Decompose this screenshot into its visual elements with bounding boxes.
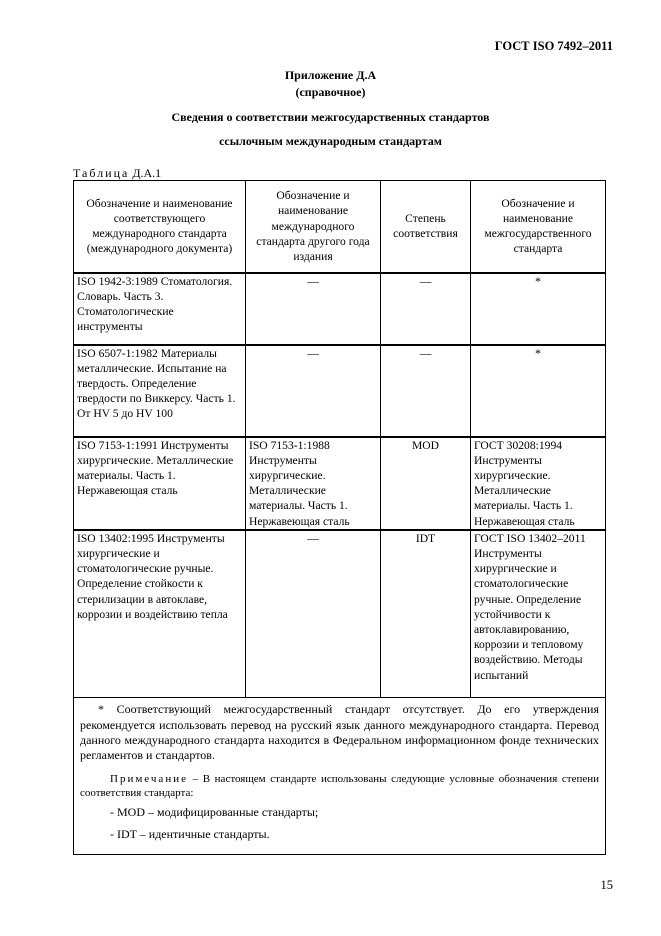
section-heading-line-1: Сведения о соответствии межгосударственных стандартов [171,110,490,124]
table-row [74,437,606,530]
cell-other: — [246,530,381,698]
table-caption [73,166,161,181]
cell-intl: ISO 13402:1995 Инструменты хирургические и стоматологические ручные. Определение стойкости к стерилизации в автоклаве, коррозии и воздействию тепла [74,530,246,698]
note-item-idt: - IDT – идентичные стандарты. [110,826,270,841]
table-footer-row [74,698,606,855]
header-degree: Степень соответствия [381,181,471,273]
table-caption-number: Д.А.1 [132,166,162,180]
correspondence-table [73,180,606,855]
cell-other: — [246,273,381,345]
appendix-subtitle: (справочное) [295,85,366,99]
appendix-title: Приложение Д.А [284,68,377,82]
cell-degree: — [381,273,471,345]
header-other-year-standard: Обозначение и наименование международного стандарта другого года издания [246,181,381,273]
appendix-heading [0,67,661,101]
table-row [74,530,606,698]
cell-intl: ISO 7153-1:1991 Инструменты хирургические. Металлические материалы. Часть 1. Нержавеющая сталь [74,437,246,530]
footnote: * Соответствующий межгосударственный стандарт отсутствует. До его утверждения рекомендуется использовать перевод на русский язык данного международного стандарта. Перевод данного международного стандарта находится в Федеральном информационном фонде технических регламентов и стандартов. [80,702,599,763]
section-heading-line-2: ссылочным международным стандартам [219,134,442,148]
table-header-row [74,181,606,273]
cell-interstate: ГОСТ 30208:1994 Инструменты хирургические. Металлические материалы. Часть 1. Нержавеющая сталь [471,437,606,530]
cell-interstate: * [471,273,606,345]
cell-other: ISO 7153-1:1988 Инструменты хирургические. Металлические материалы. Часть 1. Нержавеющая сталь [246,437,381,530]
page-number: 15 [600,878,613,892]
cell-degree: IDT [381,530,471,698]
note [80,772,599,800]
cell-other: — [246,345,381,437]
header-intl-standard: Обозначение и наименование соответствующего международного стандарта (международного документа) [74,181,246,273]
cell-degree: MOD [381,437,471,530]
cell-degree: — [381,345,471,437]
document-code: ГОСТ ISO 7492–2011 [494,39,613,53]
table-row [74,273,606,345]
cell-interstate: ГОСТ ISO 13402–2011 Инструменты хирургические и стоматологические ручные. Определение устойчивости к автоклавированию, коррозии и тепловому воздействию. Методы испытаний [471,530,606,698]
cell-interstate: * [471,345,606,437]
cell-intl: ISO 6507-1:1982 Материалы металлические. Испытание на твердость. Определение твердости по Виккерсу. Часть 1. От HV 5 до HV 100 [74,345,246,437]
header-interstate-standard: Обозначение и наименование межгосударственного стандарта [471,181,606,273]
table-row [74,345,606,437]
table-footer [74,698,606,855]
table-caption-word: Таблица [73,166,130,180]
cell-intl: ISO 1942-3:1989 Стоматология. Словарь. Часть 3. Стоматологические инструменты [74,273,246,345]
note-label: Примечание [110,772,188,785]
note-item-mod: - MOD – модифицированные стандарты; [110,804,319,819]
note-text: – В настоящем стандарте использованы следующие условные обозначения степени соответствия стандарта: [80,772,599,799]
